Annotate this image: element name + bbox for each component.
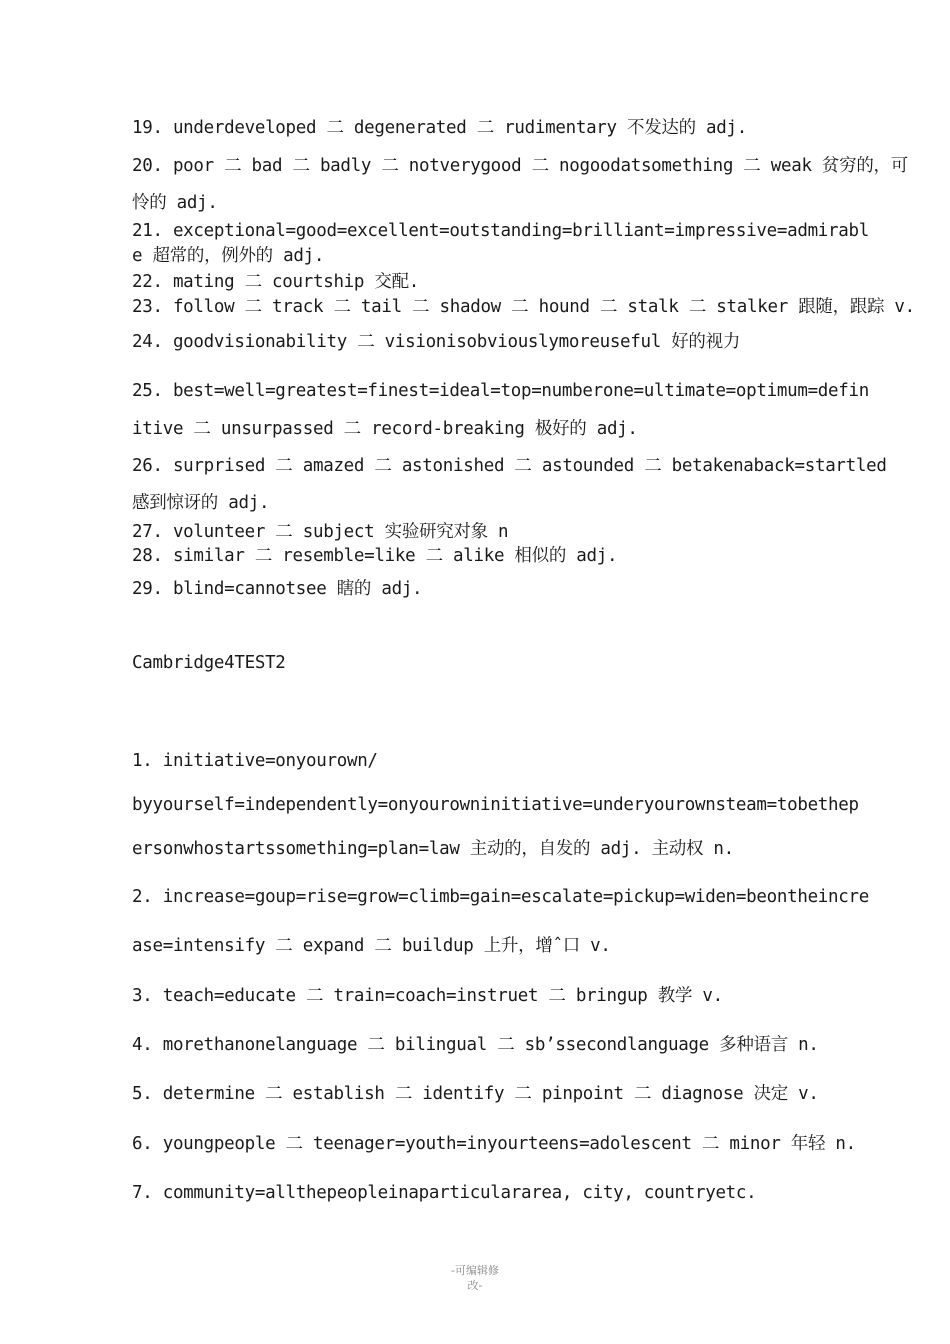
entry-2-line1: 2. increase=goup=rise=grow=climb=gain=escalate=pickup=widen=beontheincre bbox=[132, 887, 869, 907]
entry-4: 4. morethanonelanguage 二 bilingual 二 sb’ssecondlanguage 多种语言 n. bbox=[132, 1035, 819, 1055]
entry-24: 24. goodvisionability 二 visionisobviouslymoreuseful 好的视力 bbox=[132, 332, 741, 352]
entry-3: 3. teach=educate 二 train=coach=instruet 二 bringup 教学 v. bbox=[132, 986, 723, 1006]
entry-25-line2: itive 二 unsurpassed 二 record-breaking 极好的 adj. bbox=[132, 419, 638, 439]
footer-line2: 改- bbox=[467, 1279, 483, 1292]
entry-20-line2: 怜的 adj. bbox=[132, 193, 218, 213]
entry-5: 5. determine 二 establish 二 identify 二 pinpoint 二 diagnose 决定 v. bbox=[132, 1084, 819, 1104]
entry-26-line1: 26. surprised 二 amazed 二 astonished 二 astounded 二 betakenaback=startled bbox=[132, 456, 887, 476]
entry-26-line2: 感到惊讶的 adj. bbox=[132, 493, 270, 513]
entry-29: 29. blind=cannotsee 瞎的 adj. bbox=[132, 579, 423, 599]
entry-1-line1: 1. initiative=onyourown/ bbox=[132, 751, 378, 771]
section-heading: Cambridge4TEST2 bbox=[132, 653, 286, 673]
entry-20-line1: 20. poor 二 bad 二 badly 二 notverygood 二 nogoodatsomething 二 weak 贫穷的，可 bbox=[132, 156, 908, 176]
entry-27: 27. volunteer 二 subject 实验研究对象 n bbox=[132, 522, 509, 542]
entry-21-line1: 21. exceptional=good=excellent=outstanding=brilliant=impressive=admirabl bbox=[132, 221, 869, 241]
entry-7: 7. community=allthepeopleinaparticulararea, city, countryetc. bbox=[132, 1183, 757, 1203]
entry-22: 22. mating 二 courtship 交配. bbox=[132, 272, 420, 292]
entry-21-line2: e 超常的，例外的 adj. bbox=[132, 246, 325, 266]
entry-6: 6. youngpeople 二 teenager=youth=inyourteens=adolescent 二 minor 年轻 n. bbox=[132, 1134, 856, 1154]
footer-line1: -可编辑修 bbox=[451, 1264, 499, 1277]
entry-1-line2: byyourself=independently=onyourowninitiative=underyourownsteam=tobethep bbox=[132, 795, 859, 815]
entry-2-line2: ase=intensify 二 expand 二 buildup 上升，增ˆ口 v. bbox=[132, 936, 611, 956]
entry-23: 23. follow 二 track 二 tail 二 shadow 二 hound 二 stalk 二 stalker 跟随，跟踪 v. bbox=[132, 297, 915, 317]
entry-1-line3: ersonwhostartssomething=plan=law 主动的，自发的 adj. 主动权 n. bbox=[132, 839, 734, 859]
entry-28: 28. similar 二 resemble=like 二 alike 相似的 adj. bbox=[132, 546, 618, 566]
entry-19: 19. underdeveloped 二 degenerated 二 rudimentary 不发达的 adj. bbox=[132, 118, 747, 138]
entry-25-line1: 25. best=well=greatest=finest=ideal=top=numberone=ultimate=optimum=defin bbox=[132, 381, 869, 401]
